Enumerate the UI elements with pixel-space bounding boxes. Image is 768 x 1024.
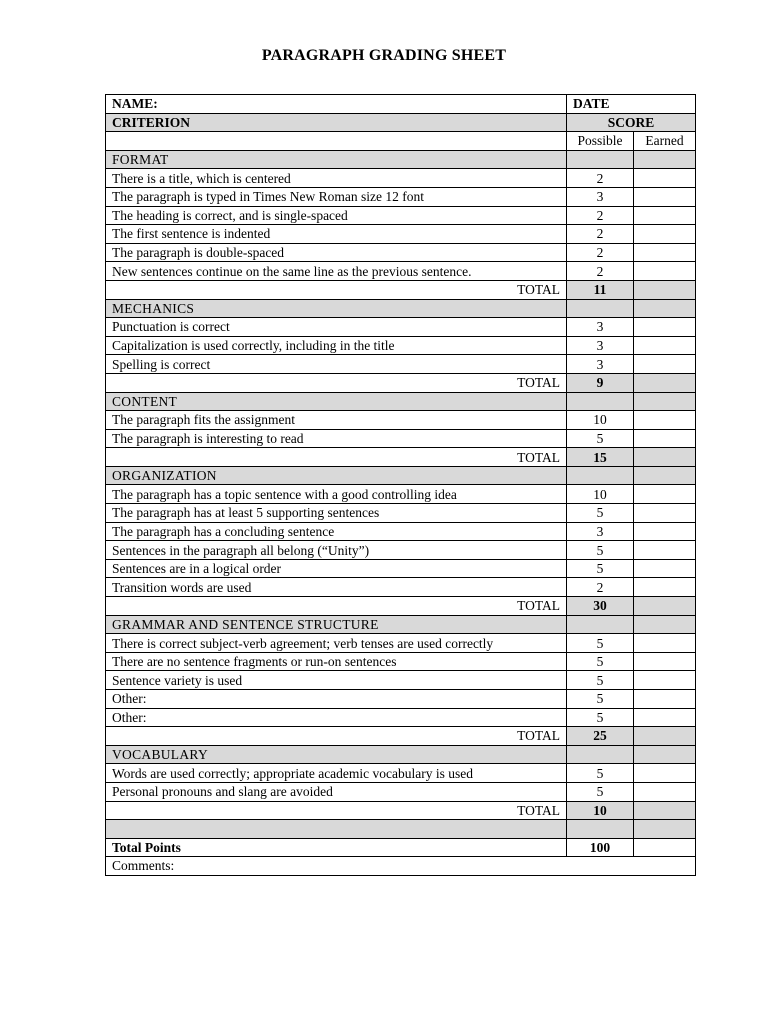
criterion-row	[106, 206, 696, 225]
earned-header: Earned	[634, 132, 696, 151]
earned-points-cell[interactable]	[634, 708, 696, 727]
section-header-row	[106, 299, 696, 318]
total-points-value: 100	[567, 838, 634, 857]
possible-points: 3	[567, 187, 634, 206]
criterion-row	[106, 578, 696, 597]
section-total-row	[106, 801, 696, 820]
criterion-text: Sentence variety is used	[106, 671, 567, 690]
earned-points-cell[interactable]	[634, 578, 696, 597]
criterion-text: The paragraph is interesting to read	[106, 429, 567, 448]
criterion-row	[106, 634, 696, 653]
earned-points-cell[interactable]	[634, 782, 696, 801]
earned-points-cell[interactable]	[634, 634, 696, 653]
possible-points: 2	[567, 225, 634, 244]
possible-points: 2	[567, 578, 634, 597]
possible-points: 3	[567, 336, 634, 355]
criterion-row	[106, 318, 696, 337]
criterion-text: Sentences in the paragraph all belong (“Unity”)	[106, 541, 567, 560]
section-total-possible: 15	[567, 448, 634, 467]
earned-points-cell[interactable]	[634, 411, 696, 430]
section-total-possible: 10	[567, 801, 634, 820]
criterion-text: Other:	[106, 690, 567, 709]
criterion-header-row	[106, 113, 696, 132]
criterion-row	[106, 782, 696, 801]
earned-points-cell[interactable]	[634, 262, 696, 281]
earned-points-cell[interactable]	[634, 318, 696, 337]
criterion-text: New sentences continue on the same line as the previous sentence.	[106, 262, 567, 281]
possible-points: 3	[567, 318, 634, 337]
earned-points-cell[interactable]	[634, 187, 696, 206]
date-field[interactable]: DATE	[567, 95, 696, 114]
section-title: MECHANICS	[106, 299, 567, 318]
possible-points: 10	[567, 411, 634, 430]
possible-points: 3	[567, 355, 634, 374]
page-title: PARAGRAPH GRADING SHEET	[261, 47, 507, 64]
section-total-earned[interactable]	[634, 727, 696, 746]
criterion-text: The heading is correct, and is single-spaced	[106, 206, 567, 225]
earned-points-cell[interactable]	[634, 355, 696, 374]
possible-points: 5	[567, 708, 634, 727]
criterion-text: The paragraph is double-spaced	[106, 243, 567, 262]
section-title: ORGANIZATION	[106, 466, 567, 485]
earned-points-cell[interactable]	[634, 764, 696, 783]
criterion-row	[106, 522, 696, 541]
section-total-earned[interactable]	[634, 448, 696, 467]
earned-points-cell[interactable]	[634, 336, 696, 355]
section-total-earned[interactable]	[634, 801, 696, 820]
criterion-row	[106, 169, 696, 188]
section-header-row	[106, 466, 696, 485]
section-total-row	[106, 373, 696, 392]
criterion-text: There are no sentence fragments or run-on sentences	[106, 652, 567, 671]
criterion-row	[106, 708, 696, 727]
criterion-text: Sentences are in a logical order	[106, 559, 567, 578]
section-header-row	[106, 150, 696, 169]
criterion-text: The paragraph fits the assignment	[106, 411, 567, 430]
criterion-text: There is a title, which is centered	[106, 169, 567, 188]
grading-table	[105, 94, 696, 876]
section-total-row	[106, 280, 696, 299]
total-label: TOTAL	[106, 448, 567, 467]
total-points-row	[106, 838, 696, 857]
possible-points: 5	[567, 634, 634, 653]
earned-points-cell[interactable]	[634, 225, 696, 244]
name-field[interactable]: NAME:	[106, 95, 567, 114]
earned-points-cell[interactable]	[634, 541, 696, 560]
possible-points: 2	[567, 206, 634, 225]
criterion-text: Spelling is correct	[106, 355, 567, 374]
section-total-row	[106, 448, 696, 467]
section-title: FORMAT	[106, 150, 567, 169]
criterion-row	[106, 336, 696, 355]
possible-points: 10	[567, 485, 634, 504]
section-total-row	[106, 597, 696, 616]
score-header: SCORE	[567, 113, 696, 132]
earned-points-cell[interactable]	[634, 652, 696, 671]
possible-points: 2	[567, 262, 634, 281]
criterion-text: Personal pronouns and slang are avoided	[106, 782, 567, 801]
possible-points: 5	[567, 504, 634, 523]
criterion-row	[106, 429, 696, 448]
possible-points: 5	[567, 690, 634, 709]
header-row	[106, 95, 696, 114]
criterion-text: Transition words are used	[106, 578, 567, 597]
possible-points: 2	[567, 169, 634, 188]
earned-points-cell[interactable]	[634, 504, 696, 523]
earned-points-cell[interactable]	[634, 243, 696, 262]
criterion-row	[106, 690, 696, 709]
criterion-row	[106, 671, 696, 690]
possible-points: 5	[567, 671, 634, 690]
spacer-row	[106, 820, 696, 839]
possible-points: 5	[567, 764, 634, 783]
criterion-text: The paragraph has a concluding sentence	[106, 522, 567, 541]
criterion-row	[106, 262, 696, 281]
possible-header: Possible	[567, 132, 634, 151]
criterion-text: The paragraph has at least 5 supporting sentences	[106, 504, 567, 523]
total-label: TOTAL	[106, 280, 567, 299]
section-total-possible: 11	[567, 280, 634, 299]
section-title: CONTENT	[106, 392, 567, 411]
criterion-row	[106, 504, 696, 523]
section-total-earned[interactable]	[634, 373, 696, 392]
earned-points-cell[interactable]	[634, 429, 696, 448]
possible-points: 5	[567, 782, 634, 801]
comments-field[interactable]: Comments:	[106, 857, 696, 876]
earned-points-cell[interactable]	[634, 169, 696, 188]
section-total-possible: 30	[567, 597, 634, 616]
possible-points: 2	[567, 243, 634, 262]
section-total-earned[interactable]	[634, 597, 696, 616]
earned-points-cell[interactable]	[634, 206, 696, 225]
total-label: TOTAL	[106, 597, 567, 616]
criterion-text: Punctuation is correct	[106, 318, 567, 337]
possible-points: 5	[567, 652, 634, 671]
criterion-text: Other:	[106, 708, 567, 727]
criterion-row	[106, 355, 696, 374]
earned-points-cell[interactable]	[634, 522, 696, 541]
criterion-header: CRITERION	[106, 113, 567, 132]
section-header-row	[106, 615, 696, 634]
earned-points-cell[interactable]	[634, 671, 696, 690]
section-title: VOCABULARY	[106, 745, 567, 764]
earned-points-cell[interactable]	[634, 690, 696, 709]
criterion-row	[106, 559, 696, 578]
section-total-possible: 9	[567, 373, 634, 392]
total-points-label: Total Points	[106, 838, 567, 857]
section-total-possible: 25	[567, 727, 634, 746]
section-header-row	[106, 392, 696, 411]
criterion-text: The paragraph has a topic sentence with a good controlling idea	[106, 485, 567, 504]
section-header-row	[106, 745, 696, 764]
total-label: TOTAL	[106, 801, 567, 820]
total-label: TOTAL	[106, 727, 567, 746]
criterion-row	[106, 652, 696, 671]
criterion-row	[106, 764, 696, 783]
criterion-row	[106, 225, 696, 244]
possible-points: 3	[567, 522, 634, 541]
possible-points: 5	[567, 559, 634, 578]
section-title: GRAMMAR AND SENTENCE STRUCTURE	[106, 615, 567, 634]
criterion-row	[106, 541, 696, 560]
criterion-text: The paragraph is typed in Times New Roman size 12 font	[106, 187, 567, 206]
total-label: TOTAL	[106, 373, 567, 392]
criterion-text: There is correct subject-verb agreement; verb tenses are used correctly	[106, 634, 567, 653]
criterion-text: The first sentence is indented	[106, 225, 567, 244]
possible-points: 5	[567, 429, 634, 448]
possible-points: 5	[567, 541, 634, 560]
criterion-row	[106, 485, 696, 504]
section-total-row	[106, 727, 696, 746]
criterion-text: Capitalization is used correctly, including in the title	[106, 336, 567, 355]
comments-row	[106, 857, 696, 876]
earned-points-cell[interactable]	[634, 559, 696, 578]
blank-cell	[106, 132, 567, 151]
section-total-earned[interactable]	[634, 280, 696, 299]
criterion-row	[106, 411, 696, 430]
total-points-earned[interactable]	[634, 838, 696, 857]
criterion-row	[106, 243, 696, 262]
criterion-text: Words are used correctly; appropriate academic vocabulary is used	[106, 764, 567, 783]
score-subheader-row	[106, 132, 696, 151]
criterion-row	[106, 187, 696, 206]
earned-points-cell[interactable]	[634, 485, 696, 504]
